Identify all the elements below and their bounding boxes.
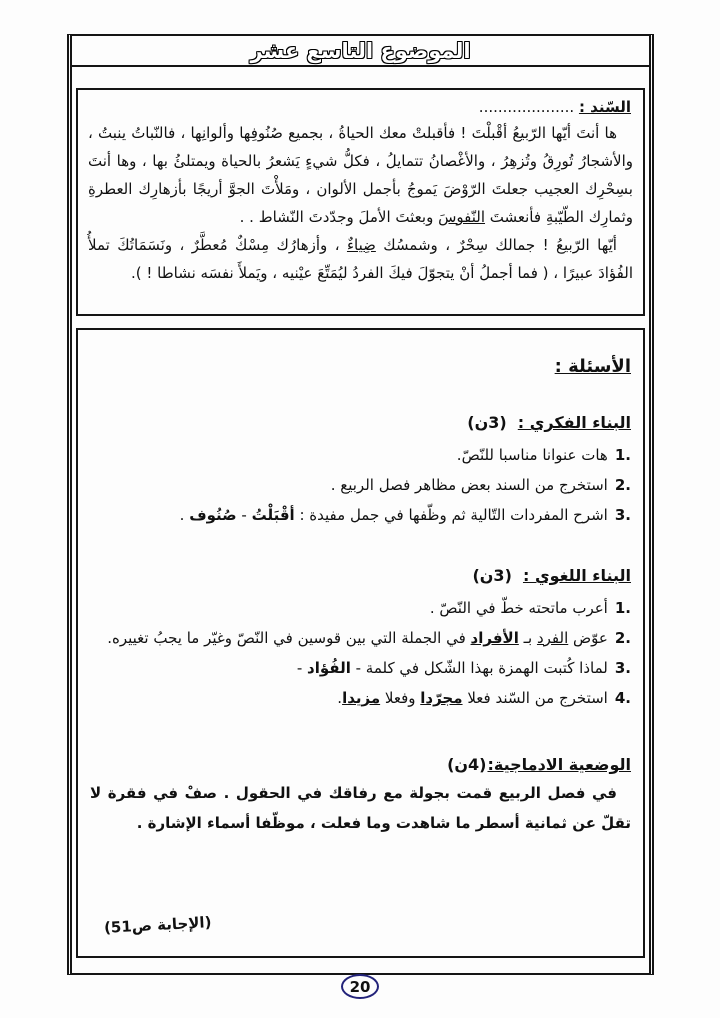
question-item [90, 653, 631, 683]
question-number: 2. [614, 629, 631, 647]
question-item [90, 470, 631, 500]
question-item [90, 500, 631, 530]
question-number: 1. [614, 446, 631, 464]
text-segment: - [236, 506, 252, 524]
question-number: 4. [614, 689, 631, 707]
underlined-word: النّفوسَ [438, 208, 486, 226]
page-frame [67, 34, 654, 975]
question-number: 1. [614, 599, 631, 617]
section-heading-fikri [90, 413, 631, 432]
fikri-question-list [90, 440, 631, 530]
question-number: 3. [614, 506, 631, 524]
sanad-paragraph-1 [88, 119, 633, 231]
question-text: عوّض [568, 629, 608, 647]
section-heading-idmajiya [90, 755, 631, 774]
sanad-heading-line [88, 95, 633, 119]
text-segment: - [296, 659, 308, 677]
lughawi-question-list [90, 593, 631, 713]
idmajiya-prompt: في فصل الربيع قمت بجولة مع رفاقك في الحقول . صفْ في فقرة لا تقلّ عن ثمانية أسطر ما شاهدت وما فعلت ، موظّفا أسماء الإشارة . [90, 784, 631, 832]
vocab-word: صُنُوف [189, 506, 237, 524]
text-segment: . [179, 506, 190, 524]
sanad-heading: السّند : [578, 98, 631, 116]
question-text: أعرب ماتحته خطّ في النّصّ . [429, 599, 608, 617]
page-title: الموضوع التاسع عشر [250, 38, 471, 63]
question-item [90, 623, 631, 653]
questions-heading [90, 356, 631, 377]
page-number-badge [341, 974, 379, 999]
section-heading-text: الوضعية الادماجية: [487, 755, 631, 774]
sanad-box [76, 88, 645, 316]
underlined-word: ضِياءٌ [346, 236, 376, 254]
underlined-word: الفرد [536, 629, 569, 647]
section-heading-text: البناء اللغوي : [522, 566, 631, 585]
vocab-word: الفُؤاد [307, 659, 351, 677]
section-heading-lughawi [90, 566, 631, 585]
text-segment: في الجملة التي بين قوسين في النّصّ وغيّر ما يجبُ تغييره. [107, 629, 471, 647]
section-points: (3ن) [472, 566, 512, 585]
question-number: 3. [614, 659, 631, 677]
question-item [90, 440, 631, 470]
question-item [90, 593, 631, 623]
text-segment: ها أنتَ أيّها الرّبيعُ أقْبلْتَ ! فأقبلتْ معك الحياةُ ، بجميع صُنُوفِها وألوانِها ، فالنّباتُ ينبتُ ، والأشجارُ تُورِقُ وتُزهِرُ ، والأغْصانُ تتمايلُ ، فكلُّ شيءٍ يَشعرُ بالحياة ويمتلئُ بها ، وها أنتَ بسِحْرِك العجيب جعلتَ الرّوْضَ يَموجُ بأجمل الألوان ، ومَلأْتَ الجوَّ أريجًا بأزهارِك العطرةِ وثمارِك الطّيّبةِ فأنعشتَ [88, 124, 633, 226]
underlined-word: مجرّدا [420, 689, 463, 707]
text-segment: أيّها الرّبيعُ ! جمالك سِحْرٌ ، وشمسُك [375, 236, 617, 254]
underlined-word: الأفراد [470, 629, 519, 647]
page-number: 20 [349, 977, 371, 996]
questions-heading-text: الأسئلة : [554, 356, 631, 377]
section-points: (3ن) [467, 413, 507, 432]
question-number: 2. [614, 476, 631, 494]
text-segment: . [337, 689, 343, 707]
sanad-paragraph-2 [88, 231, 633, 287]
text-segment: وفعلا [380, 689, 421, 707]
section-heading-text: البناء الفكري : [517, 413, 631, 432]
answer-reference: (الإجابة ص51) [103, 913, 212, 937]
question-text: اشرح المفردات التّالية ثم وظّفها في جمل مفيدة : [294, 506, 608, 524]
text-segment: وبعثتَ الأملَ وجدّدتَ النّشاط . . [239, 208, 439, 226]
dotted-line: .................... [478, 98, 575, 116]
vocab-word: أقْبَلْتُ [251, 506, 295, 524]
question-text: هات عنوانا مناسبا للنّصّ. [456, 446, 608, 464]
title-bar [72, 36, 649, 67]
underlined-word: مزيدا [342, 689, 381, 707]
question-text: لماذا كُتبت الهمزة بهذا الشّكل في كلمة - [350, 659, 608, 677]
section-points: (4ن) [447, 755, 487, 774]
text-segment: بـ [518, 629, 537, 647]
question-text: استخرج من السّند فعلا [462, 689, 608, 707]
question-item [90, 683, 631, 713]
text-segment: ، وأزهارُك مِسْكٌ مُعطَّرٌ ، ونَسَمَاتُكَ تملأُ الفُؤادَ عبيرًا ، ( فما أجملُ أنْ يتجوّلَ فيكَ الفردُ ليُمَتِّعَ عيْنيه ، ويَملأَ نفسَه نشاطا ! ). [88, 236, 633, 282]
questions-box [76, 328, 645, 958]
question-text: استخرج من السند بعض مظاهر فصل الربيع . [330, 476, 608, 494]
